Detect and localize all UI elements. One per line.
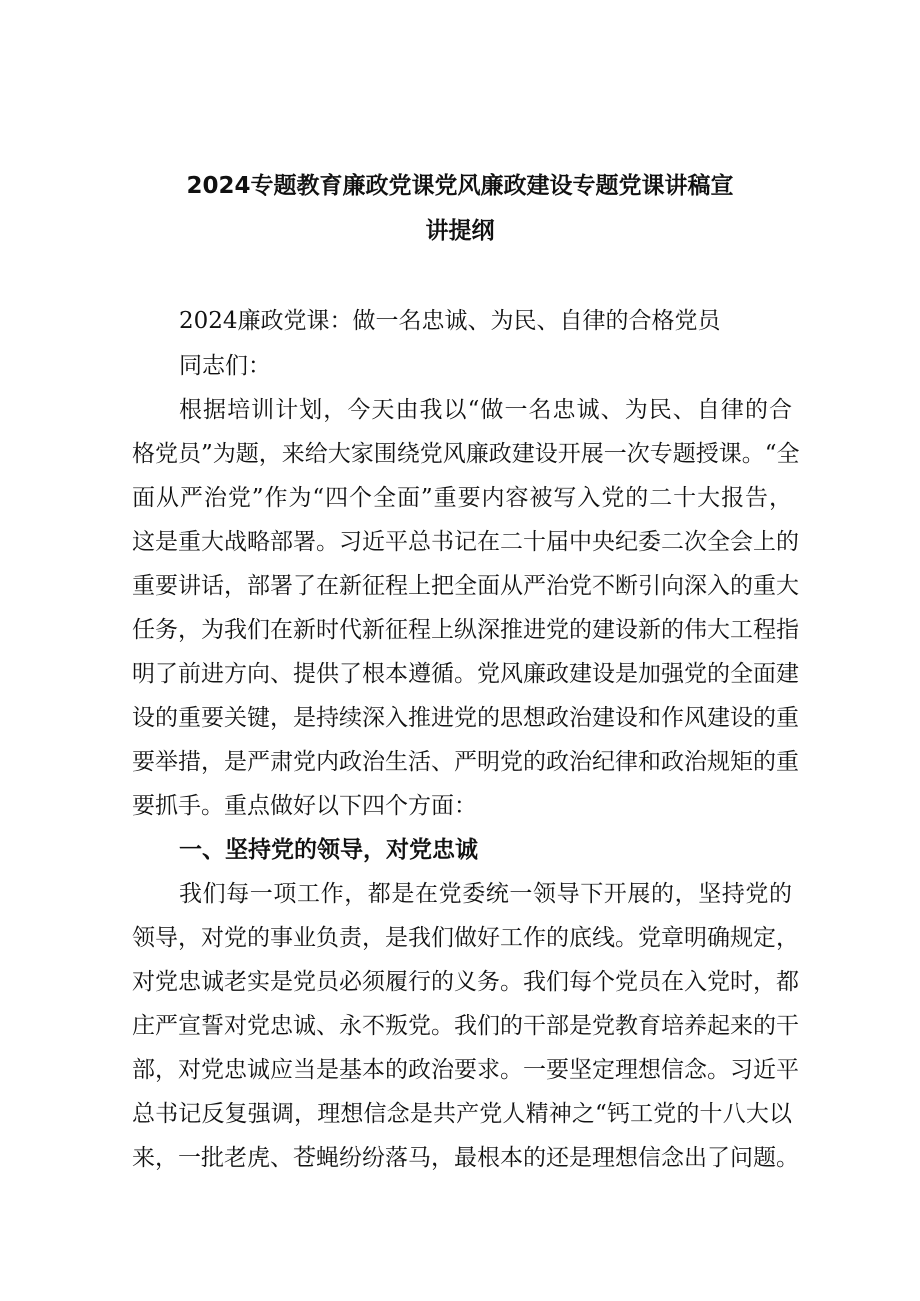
lecture-subtitle: 2024廉政党课：做一名忠诚、为民、自律的合格党员	[179, 308, 721, 334]
paragraph-2-line: 领导，对党的事业负责，是我们做好工作的底线。党章明确规定，	[132, 925, 799, 951]
document-title-line-2: 讲提纲	[425, 218, 495, 244]
paragraph-2-line: 部，对党忠诚应当是基本的政治要求。一要坚定理想信念。习近平	[132, 1057, 799, 1083]
paragraph-2-line: 庄严宣誓对党忠诚、永不叛党。我们的干部是党教育培养起来的干	[132, 1013, 799, 1039]
paragraph-1-line: 明了前进方向、提供了根本遵循。党风廉政建设是加强党的全面建	[132, 661, 799, 687]
paragraph-1-line: 要举措，是严肃党内政治生活、严明党的政治纪律和政治规矩的重	[132, 749, 799, 775]
salutation: 同志们：	[179, 353, 271, 379]
paragraph-1-line: 设的重要关键，是持续深入推进党的思想政治建设和作风建设的重	[132, 705, 799, 731]
paragraph-1-line: 这是重大战略部署。习近平总书记在二十届中央纪委二次全会上的	[132, 529, 799, 555]
section-1-heading: 一、坚持党的领导，对党忠诚	[179, 837, 478, 863]
paragraph-1-line: 任务，为我们在新时代新征程上纵深推进党的建设新的伟大工程指	[132, 617, 799, 643]
paragraph-1-line: 根据培训计划，今天由我以“做一名忠诚、为民、自律的合	[179, 397, 792, 423]
paragraph-2-line: 来，一批老虎、苍蝇纷纷落马，最根本的还是理想信念出了问题。	[132, 1145, 799, 1171]
paragraph-1-line: 要抓手。重点做好以下四个方面：	[132, 793, 477, 819]
paragraph-2-line: 我们每一项工作，都是在党委统一领导下开展的，坚持党的	[179, 881, 792, 907]
paragraph-1-line: 格党员”为题，来给大家围绕党风廉政建设开展一次专题授课。“全	[132, 441, 800, 467]
paragraph-1-line: 重要讲话，部署了在新征程上把全面从严治党不断引向深入的重大	[132, 573, 799, 599]
paragraph-2-line: 对党忠诚老实是党员必须履行的义务。我们每个党员在入党时，都	[132, 969, 799, 995]
document-title-line-1: 2024专题教育廉政党课党风廉政建设专题党课讲稿宣	[186, 173, 734, 199]
paragraph-1-line: 面从严治党”作为“四个全面”重要内容被写入党的二十大报告，	[132, 485, 792, 511]
paragraph-2-line: 总书记反复强调，理想信念是共产党人精神之“钙工党的十八大以	[132, 1101, 792, 1127]
